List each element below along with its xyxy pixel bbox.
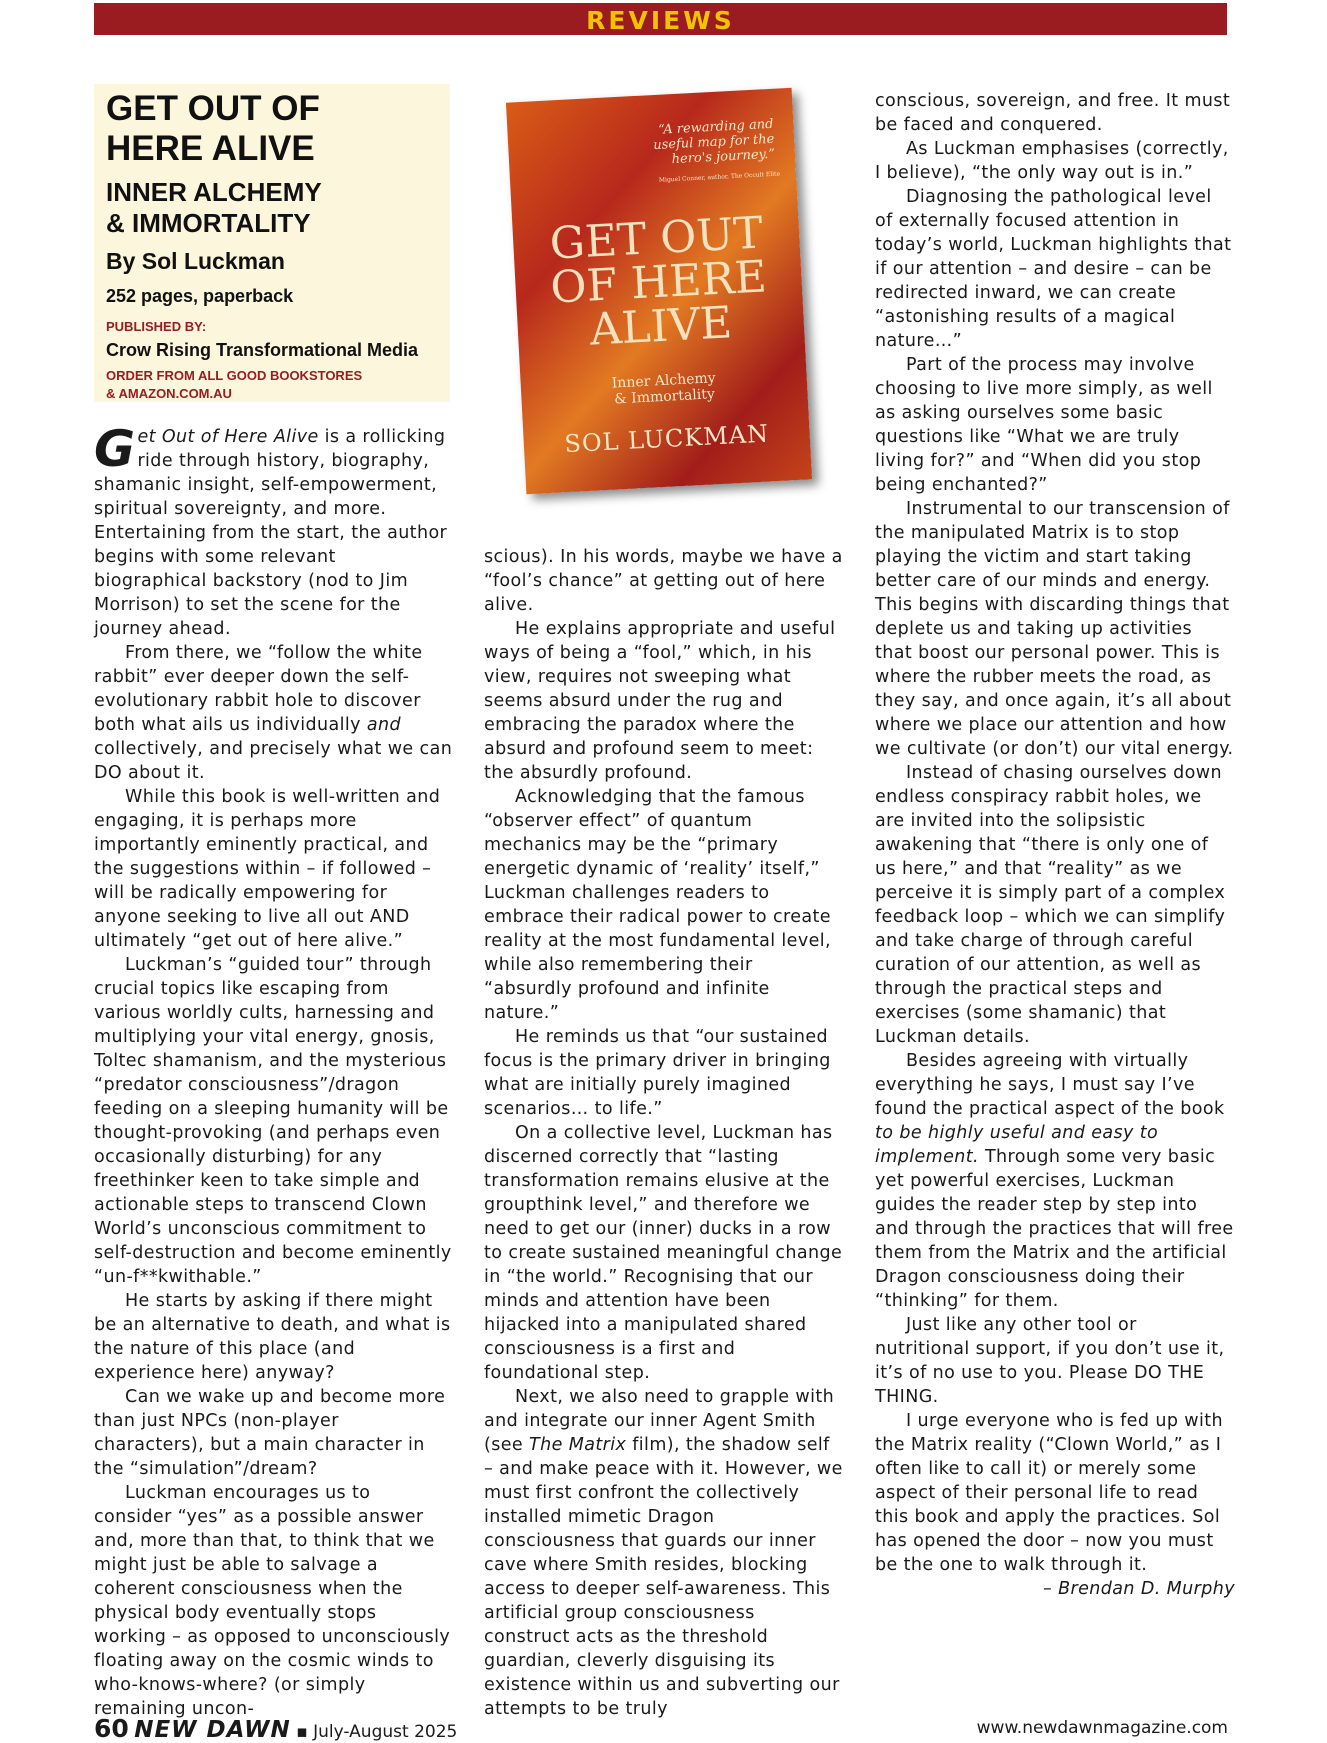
emphasis-text: and: [366, 715, 402, 735]
article-paragraph: He starts by asking if there might be an alternative to death, and what is the nature of this place (and experience here) anyway?: [94, 1291, 451, 1383]
paragraph-text: is a rollicking ride through history, biography, shamanic insight, self-empowerment, spiritual sovereignty, and more. Entertaining from the start, the author begins with some relevant biographical backstory (nod to Jim Morrison) to set the scene for the journey ahead.: [94, 427, 448, 639]
cover-subtitle-line-1: Inner Alchemy: [611, 370, 717, 392]
paragraph-text: From there, we “follow the white rabbit” ever deeper down the self-evolutionary rabbit hole to discover both what ails us individually: [94, 643, 423, 735]
film-title-italic: The Matrix: [529, 1435, 627, 1455]
book-cover-image: [506, 88, 812, 494]
article-paragraph: [94, 641, 454, 785]
review-signature: – Brendan D. Murphy: [1043, 1579, 1235, 1599]
article-column-1: [94, 420, 454, 1721]
article-paragraph: He explains appropriate and useful ways of being a “fool,” which, in his view, requires not sweeping what seems absurd under the rug and embracing the paradox where the absurd and profound seem to meet: the absurdly profound.: [484, 619, 836, 783]
article-column-3: [875, 89, 1235, 1601]
article-paragraph: Luckman’s “guided tour” through crucial topics like escaping from various worldly cults, harnessing and multiplying your vital energy, gnosis, Toltec shamanism, and the mysterious “predator consciousness”/dragon feeding on a sleeping humanity will be thought-provoking (and perhaps even occasionally disturbing) for any freethinker keen to take simple and actionable steps to transcend Clown World’s unconscious commitment to self-destruction and become eminently “un-f**kwithable.”: [94, 955, 452, 1287]
section-banner: [94, 3, 1227, 35]
article-paragraph: As Luckman emphasises (correctly, I believe), “the only way out is in.”: [875, 139, 1229, 183]
article-paragraph: Instead of chasing ourselves down endless conspiracy rabbit holes, we are invited into the solipsistic awakening that “there is only one of us here,” and that “reality” as we perceive it is simply part of a complex feedback loop – which we can simplify and take charge of through careful curation of our attention, as well as through the practical steps and exercises (some shamanic) that Luckman details.: [875, 763, 1226, 1047]
website-url: www.newdawnmagazine.com: [976, 1718, 1228, 1738]
paragraph-text: Next, we also need to grapple with and integrate our inner Agent Smith (see: [484, 1387, 835, 1455]
article-paragraph: conscious, sovereign, and free. It must be faced and conquered.: [875, 91, 1231, 135]
article-paragraph: Diagnosing the pathological level of externally focused attention in today’s world, Luckman highlights that if our attention – and desire – can be redirected inward, we can create “astonishing results of a magical nature…”: [875, 187, 1232, 351]
article-paragraph: Just like any other tool or nutritional support, if you don’t use it, it’s of no use to you. Please DO THE THING.: [875, 1315, 1225, 1407]
cover-title-line-3: ALIVE: [588, 297, 734, 356]
drop-cap: G: [94, 420, 136, 478]
paragraph-text: film), the shadow self – and make peace with it. However, we must first confront the collectively installed mimetic Dragon consciousness that guards our inner cave where Smith resides, blocking access to deeper self-awareness. This artificial group consciousness construct acts as the threshold guardian, cleverly disguising its existence within us and subverting our attempts to be truly: [484, 1435, 843, 1719]
order-line-1: ORDER FROM ALL GOOD BOOKSTORES: [106, 368, 363, 383]
cover-author: SOL LUCKMAN: [563, 419, 770, 459]
book-details: 252 pages, paperback: [106, 286, 294, 306]
cover-title: [512, 207, 805, 357]
order-info: [106, 367, 438, 403]
magazine-name: NEW DAWN: [134, 1717, 291, 1743]
book-author: By Sol Luckman: [106, 248, 285, 274]
book-subtitle-line-1: INNER ALCHEMY: [106, 177, 322, 207]
article-paragraph: Can we wake up and become more than just NPCs (non-player characters), but a main character in the “simulation”/dream?: [94, 1387, 446, 1479]
book-title-italic: et Out of Here Alive: [137, 427, 319, 447]
emphasis-text: to be highly useful and easy to implement.: [875, 1123, 1159, 1167]
book-title-line-2: HERE ALIVE: [106, 129, 315, 168]
article-column-2: [484, 545, 844, 1721]
article-paragraph: scious). In his words, maybe we have a “fool’s chance” at getting out of here alive.: [484, 547, 843, 615]
article-paragraph: On a collective level, Luckman has discerned correctly that “lasting transformation remains elusive at the groupthink level,” and therefore we need to get our (inner) ducks in a row to create sustained meaningful change in “the world.” Recognising that our minds and attention have been hijacked into a manipulated shared consciousness is a first and foundational step.: [484, 1123, 843, 1383]
cover-subtitle-line-2: & Immortality: [613, 386, 716, 408]
cover-subtitle: [520, 365, 807, 412]
footer-separator: ▪: [296, 1722, 308, 1742]
paragraph-text: Through some very basic yet powerful exercises, Luckman guides the reader step by step into and through the practices that will free them from the Matrix and the artificial Dragon consciousness doing their “thinking” for them.: [875, 1147, 1234, 1311]
article-paragraph: [94, 420, 454, 641]
cover-title-line-2: OF HERE: [549, 251, 768, 314]
paragraph-text: Besides agreeing with virtually everything he says, I must say I’ve found the practical aspect of the book: [875, 1051, 1225, 1119]
book-info-box: [94, 84, 450, 402]
article-paragraph: Luckman encourages us to consider “yes” as a possible answer and, more than that, to think that we might just be able to salvage a coherent consciousness when the physical body eventually stops working – as opposed to unconsciously floating away on the cosmic winds to who-knows-where? (or simply remaining uncon-: [94, 1483, 451, 1719]
book-title-line-1: GET OUT OF: [106, 89, 320, 128]
article-paragraph: Acknowledging that the famous “observer effect” of quantum mechanics may be the “primary energetic dynamic of ‘reality’ itself,” Luckman challenges readers to embrace their radical power to create reality at the most fundamental level, while also remembering their “absurdly profound and infinite nature.”: [484, 787, 831, 1023]
article-paragraph: Instrumental to our transcension of the manipulated Matrix is to stop playing the victim and start taking better care of our minds and energy. This begins with discarding things that deplete us and taking up activities that boost our personal power. This is where the rubber meets the road, as they say, and once again, it’s all about where we place our attention and how we cultivate (or don’t) our vital energy.: [875, 499, 1234, 759]
order-line-2: & AMAZON.COM.AU: [106, 386, 232, 401]
article-paragraph: I urge everyone who is fed up with the Matrix reality (“Clown World,” as I often like to call it) or merely some aspect of their personal life to read this book and apply the practices. Sol has opened the door – now you must be the one to walk through it.: [875, 1411, 1224, 1575]
issue-date: July-August 2025: [313, 1722, 458, 1742]
page-footer-left: [94, 1714, 457, 1743]
page-number: 60: [94, 1714, 129, 1743]
section-title: REVIEWS: [586, 6, 735, 35]
article-paragraph: While this book is well-written and engaging, it is perhaps more importantly eminently practical, and the suggestions within – if followed – will be radically empowering for anyone seeking to live all out AND ultimately “get out of here alive.”: [94, 787, 441, 951]
publisher-name: Crow Rising Transformational Media: [106, 340, 419, 360]
article-paragraph: [875, 1049, 1235, 1313]
article-paragraph: He reminds us that “our sustained focus is the primary driver in bringing what are initially purely imagined scenarios… to life.”: [484, 1027, 831, 1119]
article-paragraph: Part of the process may involve choosing to live more simply, as well as asking ourselves some basic questions like “What we are truly living for?” and “When did you stop being enchanted?”: [875, 355, 1213, 495]
cover-quote: “A rewarding and useful map for the hero's journey.”: [652, 116, 776, 168]
cover-quote-attribution: Miguel Conner, author, The Occult Elite: [658, 170, 781, 184]
article-paragraph: [484, 1385, 844, 1721]
book-subtitle-line-2: & IMMORTALITY: [106, 208, 311, 238]
paragraph-text: collectively, and precisely what we can DO about it.: [94, 739, 453, 783]
cover-title-line-1: GET OUT: [548, 207, 764, 270]
published-by-label: PUBLISHED BY:: [106, 319, 207, 334]
